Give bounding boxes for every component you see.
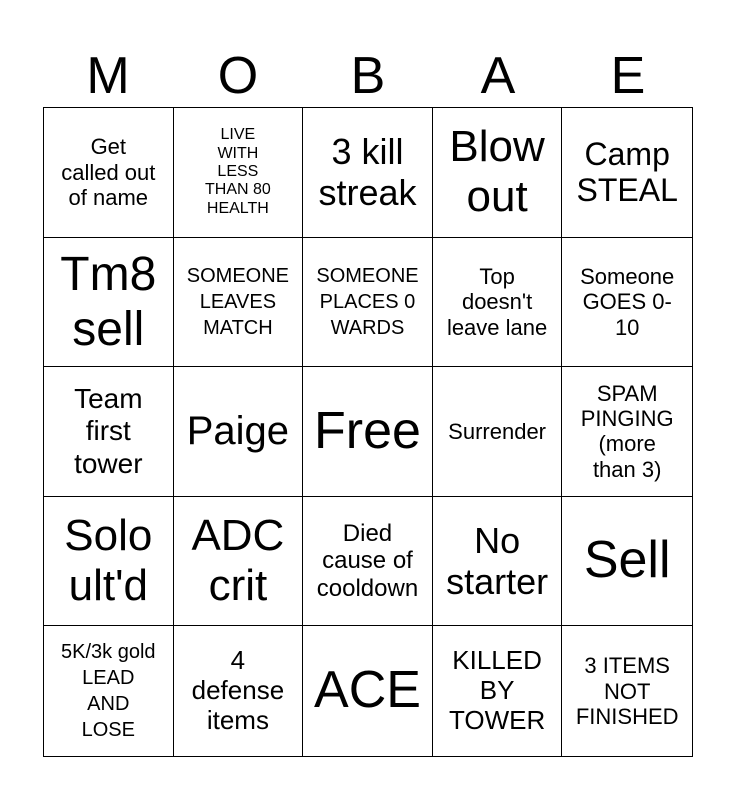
cell-label: ACE xyxy=(314,661,421,720)
bingo-cell[interactable] xyxy=(562,108,692,238)
cell-label: KILLED BY TOWER xyxy=(448,645,546,736)
title-letter-m: M xyxy=(86,47,130,105)
bingo-cell[interactable] xyxy=(562,497,692,627)
cell-label: SPAM PINGING (more than 3) xyxy=(580,380,674,482)
bingo-cell[interactable] xyxy=(303,108,433,238)
cell-label: No starter xyxy=(446,519,549,603)
cell-label: Blow out xyxy=(449,121,545,222)
cell-label: Died cause of cooldown xyxy=(316,519,419,602)
cell-label: Sell xyxy=(583,531,671,590)
bingo-cell[interactable] xyxy=(303,367,433,497)
bingo-cell[interactable] xyxy=(174,108,304,238)
bingo-cell[interactable] xyxy=(433,367,563,497)
bingo-cell[interactable] xyxy=(44,626,174,756)
cell-label: 3 kill streak xyxy=(318,130,417,214)
bingo-cell[interactable] xyxy=(174,497,304,627)
cell-label: Team first tower xyxy=(74,383,143,479)
cell-label: LIVE WITH LESS THAN 80 HEALTH xyxy=(204,126,271,217)
bingo-cell[interactable] xyxy=(562,626,692,756)
bingo-cell[interactable] xyxy=(174,238,304,368)
cell-label: Someone GOES 0- 10 xyxy=(580,263,675,340)
bingo-board xyxy=(43,107,693,757)
cell-label: Tm8 sell xyxy=(60,247,157,356)
title-letter-e: E xyxy=(610,47,646,105)
bingo-cell[interactable] xyxy=(174,367,304,497)
cell-label: Paige xyxy=(186,409,290,454)
bingo-cell[interactable] xyxy=(303,238,433,368)
cell-label: Top doesn't leave lane xyxy=(446,263,548,340)
cell-label: 3 ITEMS NOT FINISHED xyxy=(575,653,679,729)
title-letter-b: B xyxy=(350,47,386,105)
bingo-cell[interactable] xyxy=(44,238,174,368)
bingo-cell[interactable] xyxy=(433,238,563,368)
bingo-cell[interactable] xyxy=(174,626,304,756)
bingo-cell[interactable] xyxy=(44,497,174,627)
cell-label: Free xyxy=(314,401,421,460)
bingo-cell[interactable] xyxy=(303,497,433,627)
bingo-cell[interactable] xyxy=(433,626,563,756)
cell-label: SOMEONE LEAVES MATCH xyxy=(186,264,290,339)
bingo-cell[interactable] xyxy=(433,108,563,238)
title-letter-o: O xyxy=(217,47,259,105)
bingo-cell[interactable] xyxy=(303,626,433,756)
bingo-cell[interactable] xyxy=(433,497,563,627)
cell-label: Get called out of name xyxy=(61,134,156,210)
bingo-cell[interactable] xyxy=(562,238,692,368)
title-letter-a: A xyxy=(480,47,516,105)
cell-label: 4 defense items xyxy=(191,645,285,736)
cell-label: Surrender xyxy=(448,418,547,444)
bingo-cell[interactable] xyxy=(44,108,174,238)
cell-label: SOMEONE PLACES 0 WARDS xyxy=(316,264,419,339)
bingo-cell[interactable] xyxy=(44,367,174,497)
cell-label: Solo ult'd xyxy=(64,510,153,611)
cell-label: Camp STEAL xyxy=(576,135,678,209)
bingo-title xyxy=(43,48,693,104)
cell-label: ADC crit xyxy=(191,510,285,611)
cell-label: 5K/3k gold LEAD AND LOSE xyxy=(61,641,156,742)
bingo-cell[interactable] xyxy=(562,367,692,497)
